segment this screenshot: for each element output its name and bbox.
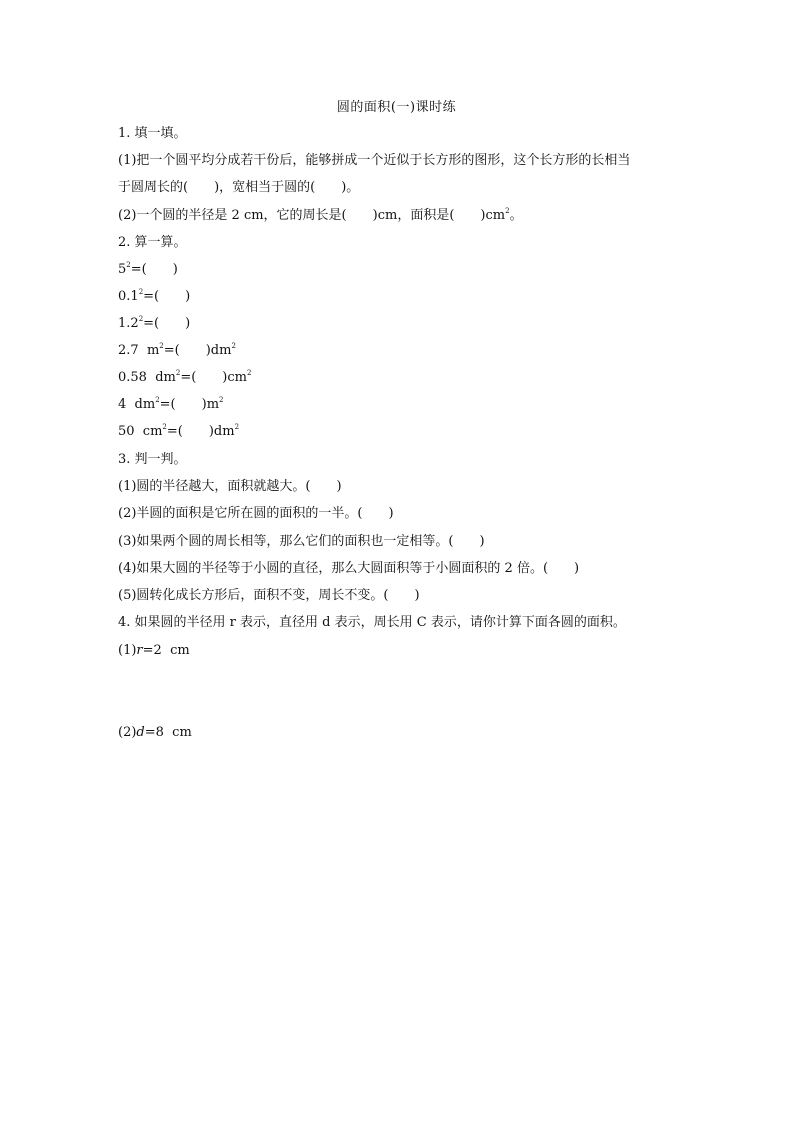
radius-variable: r xyxy=(136,643,143,658)
given-value: =8 cm xyxy=(144,725,192,740)
close-unit: ) xyxy=(185,289,191,304)
superscript: 2 xyxy=(138,288,144,296)
q3-item-1 xyxy=(118,479,342,495)
part-label: (2) xyxy=(118,725,137,740)
q3-item-2 xyxy=(118,506,394,522)
statement-text: (2)半圆的面积是它所在圆的面积的一半。( xyxy=(118,506,363,521)
equals-open: =( xyxy=(130,262,147,277)
equals-open: =( xyxy=(180,370,197,385)
q3-item-5 xyxy=(118,588,420,604)
q1-part1-line2 xyxy=(118,180,359,196)
q1-part2 xyxy=(118,208,523,224)
given-value: =2 cm xyxy=(142,643,190,658)
q1-part2-text-a: (2)一个圆的半径是 2 cm，它的周长是( xyxy=(118,208,347,223)
q2-item-6 xyxy=(118,397,224,413)
q2-heading: 2. 算一算。 xyxy=(118,235,187,250)
q3-heading: 3. 判一判。 xyxy=(118,452,187,467)
close-unit: )dm xyxy=(205,343,232,358)
superscript: 2 xyxy=(159,342,164,350)
close-paren: ) xyxy=(574,561,580,576)
close-unit: ) xyxy=(185,316,191,331)
close-unit: )cm xyxy=(222,370,247,385)
q2-item-3 xyxy=(118,316,190,332)
q3-item-4 xyxy=(118,561,579,577)
q3-item-3 xyxy=(118,534,485,550)
equals-open: =( xyxy=(143,316,160,331)
expression-base: 1.2 xyxy=(118,316,139,331)
q1-part1-line1: (1)把一个圆平均分成若干份后，能够拼成一个近似于长方形的图形，这个长方形的长相当 xyxy=(118,153,631,168)
superscript: 2 xyxy=(162,423,167,431)
statement-text: (3)如果两个圆的周长相等，那么它们的面积也一定相等。( xyxy=(118,534,454,549)
statement-text: (4)如果大圆的半径等于小圆的直径，那么大圆面积等于小圆面积的 2 倍。( xyxy=(118,561,549,576)
expression-base: 2.7 m xyxy=(118,343,160,358)
close-unit: )m xyxy=(201,397,220,412)
q2-item-1 xyxy=(118,262,178,278)
expression-base: 4 dm xyxy=(118,397,156,412)
superscript: 2 xyxy=(219,396,224,404)
diameter-variable: d xyxy=(136,725,145,740)
close-paren: ) xyxy=(336,479,342,494)
q1-heading: 1. 填一填。 xyxy=(118,126,187,141)
close-unit: )dm xyxy=(208,424,235,439)
q2-item-4 xyxy=(118,343,236,359)
q1-part2-text-d: 。 xyxy=(509,208,523,223)
equals-open: =( xyxy=(159,397,176,412)
equals-open: =( xyxy=(143,289,160,304)
expression-base: 50 cm xyxy=(118,424,163,439)
q2-item-5 xyxy=(118,370,251,386)
q1-part2-text-c: )cm xyxy=(480,208,506,223)
superscript: 2 xyxy=(126,261,131,269)
q4-part1 xyxy=(118,643,190,659)
q2-item-7 xyxy=(118,424,239,440)
expression-base: 0.1 xyxy=(118,289,139,304)
superscript: 2 xyxy=(231,342,236,350)
equals-open: =( xyxy=(166,424,183,439)
statement-text: (5)圆转化成长方形后，面积不变，周长不变。( xyxy=(118,588,389,603)
superscript: 2 xyxy=(138,315,144,323)
q4-heading: 4. 如果圆的半径用 r 表示，直径用 d 表示，周长用 C 表示，请你计算下面各圆的面积。 xyxy=(118,615,626,630)
close-paren: ) xyxy=(388,506,394,521)
superscript: 2 xyxy=(246,369,252,377)
close-paren: ) xyxy=(479,534,485,549)
close-paren: ) xyxy=(414,588,420,603)
page-title: 圆的面积(一)课时练 xyxy=(336,100,457,115)
q4-part2 xyxy=(118,725,192,741)
part-label: (1) xyxy=(118,643,137,658)
q2-item-2 xyxy=(118,289,190,305)
q1-part1-text-a: 于圆周长的( xyxy=(118,180,189,195)
superscript: 2 xyxy=(175,369,181,377)
q1-part1-text-c: )。 xyxy=(341,180,360,195)
statement-text: (1)圆的半径越大，面积就越大。( xyxy=(118,479,311,494)
superscript: 2 xyxy=(155,396,160,404)
expression-base: 5 xyxy=(118,262,127,277)
q1-part1-text-b: )，宽相当于圆的( xyxy=(214,180,316,195)
q1-part2-text-b: )cm，面积是( xyxy=(372,208,455,223)
equals-open: =( xyxy=(163,343,180,358)
superscript: 2 xyxy=(505,207,510,215)
expression-base: 0.58 dm xyxy=(118,370,176,385)
close-unit: ) xyxy=(172,262,178,277)
superscript: 2 xyxy=(234,423,240,431)
